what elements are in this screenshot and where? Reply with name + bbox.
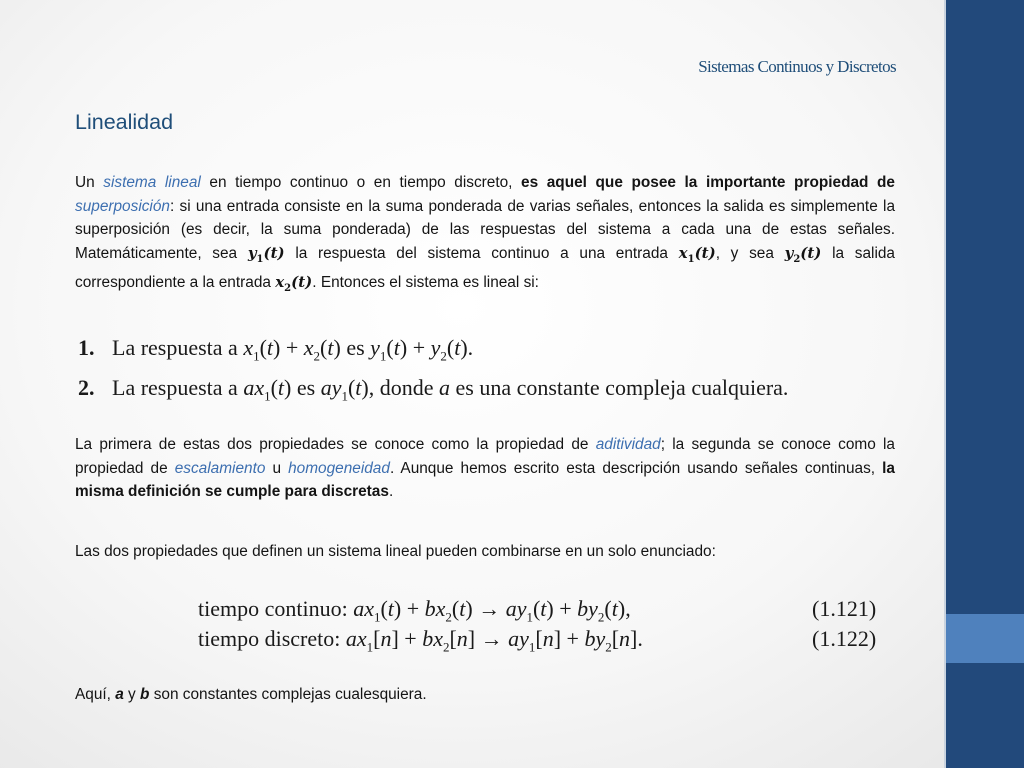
text: . Aunque hemos escrito esta descripción usando señales continuas, bbox=[389, 459, 883, 477]
bold-text: la misma definición se cumple para discretas bbox=[75, 459, 895, 501]
list-item: 1. La respuesta a $x_1(t) + x_2(t)$ es $y_1(t) + y_2(t)$. bbox=[78, 332, 908, 372]
math-y1: $y_1(t)$ bbox=[247, 243, 285, 265]
list-number: 1. bbox=[78, 335, 95, 360]
math-x1: $x_1(t)$ bbox=[678, 243, 716, 265]
equation-number: (1.121) bbox=[812, 596, 877, 621]
text: son constantes complejas cualesquiera. bbox=[149, 686, 427, 703]
text: en tiempo continuo o en tiempo discreto, bbox=[200, 174, 522, 191]
equations-block bbox=[198, 594, 888, 654]
math-x2: $x_2(t)$ bbox=[275, 273, 313, 295]
bold-text: es aquel que posee la importante propiedad de bbox=[521, 174, 895, 191]
math-y2: $y_2(t)$ bbox=[784, 243, 822, 265]
text: , donde bbox=[368, 375, 440, 401]
text: La primera de estas dos propiedades se conoce como la propiedad de bbox=[75, 436, 596, 453]
text: ; la segunda se conoce como la propiedad de bbox=[75, 436, 895, 477]
text: es bbox=[291, 375, 321, 401]
term-superposicion: superposición bbox=[75, 197, 170, 215]
paragraph-properties bbox=[75, 433, 895, 504]
text: La respuesta a bbox=[112, 375, 244, 401]
text: la salida correspondiente a la entrada bbox=[75, 244, 895, 292]
text: : si una entrada consiste en la suma ponderada de varias señales, entonces la salida es simplemente la superposición (es decir, la suma ponderada) de las respuestas del sistema a cada una de estas señales. Matemáticamente, sea bbox=[75, 197, 895, 262]
text: Aquí, bbox=[75, 686, 116, 703]
equation-discrete: tiempo discreto: $ax_1[n] + bx_2[n] \to ay_1[n] + by_2[n]$. (1.122) bbox=[198, 626, 877, 655]
text: . Entonces el sistema es lineal si: bbox=[312, 274, 539, 292]
list-number: 2. bbox=[78, 375, 95, 401]
equation-number: (1.122) bbox=[812, 626, 877, 651]
slide-title: Linealidad bbox=[75, 110, 174, 134]
list-item: 2. La respuesta a $ax_1(t)$ es $ay_1(t)$, donde a es una constante compleja cualquiera. bbox=[78, 372, 908, 412]
text: La respuesta a bbox=[112, 335, 244, 360]
equation-label: tiempo continuo: bbox=[198, 596, 354, 621]
var-a: a bbox=[115, 686, 124, 703]
text: Un bbox=[75, 174, 104, 191]
term-homogeneidad: homogeneidad bbox=[288, 459, 390, 477]
equation-label: tiempo discreto: bbox=[198, 626, 346, 651]
text: y bbox=[123, 686, 141, 703]
equation-continuous: tiempo continuo: $ax_1(t) + bx_2(t) \to ay_1(t) + by_2(t)$, (1.121) bbox=[198, 596, 877, 625]
term-aditividad: aditividad bbox=[595, 436, 661, 453]
text: , y sea bbox=[715, 244, 785, 262]
paragraph-constants bbox=[75, 683, 895, 707]
properties-list bbox=[78, 332, 908, 413]
text: . bbox=[388, 483, 394, 501]
text: es bbox=[340, 335, 371, 360]
slide-header: Sistemas Continuos y Discretos bbox=[698, 57, 896, 76]
sidebar-accent-block bbox=[946, 614, 1024, 663]
term-sistema-lineal: sistema lineal bbox=[103, 174, 201, 191]
text: u bbox=[265, 459, 289, 477]
paragraph-definition bbox=[75, 171, 895, 301]
text: la respuesta del sistema continuo a una entrada bbox=[284, 244, 679, 262]
text: es una constante compleja cualquiera. bbox=[450, 375, 789, 401]
term-escalamiento: escalamiento bbox=[174, 459, 266, 477]
var-b: b bbox=[140, 686, 150, 703]
paragraph-combined: Las dos propiedades que definen un sistema lineal pueden combinarse en un solo enunciado: bbox=[75, 543, 716, 560]
